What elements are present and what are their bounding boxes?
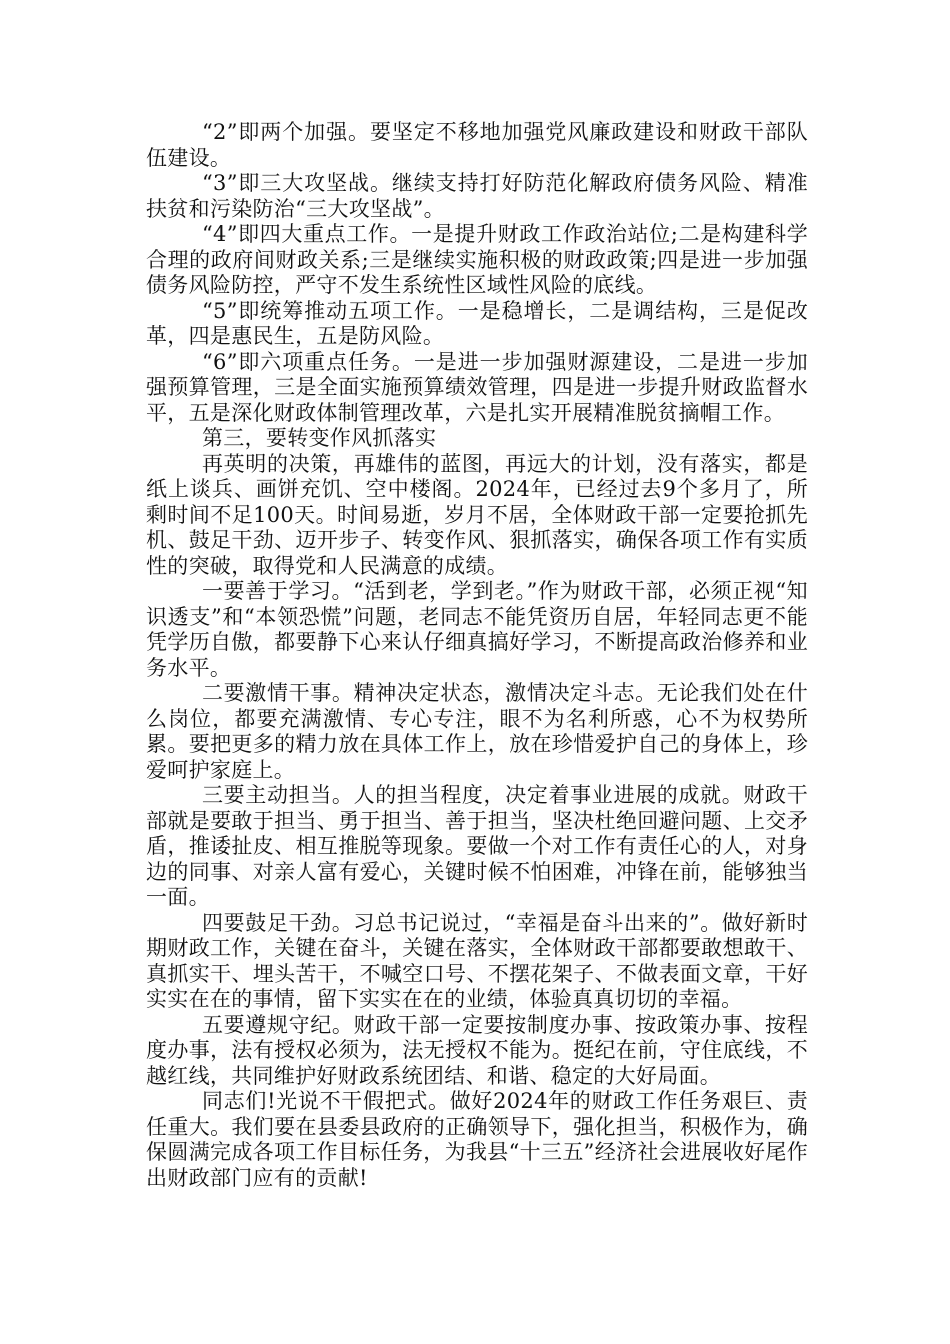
paragraph-closing: 同志们!光说不干假把式。做好2024年的财政工作任务艰巨、责任重大。我们要在县委县政府的正确领导下，强化担当，积极作为，确保圆满完成各项工作目标任务，为我县“十三五”经济社会进展收好尾作出财政部门应有的贡献! [146,1089,808,1190]
section-heading-third: 第三，要转变作风抓落实 [202,426,437,450]
paragraph-two-strengthens: “2”即两个加强。要坚定不移地加强党风廉政建设和财政干部队伍建设。 [146,120,808,170]
paragraph-six-tasks: “6”即六项重点任务。一是进一步加强财源建设，二是进一步加强预算管理，三是全面实施预算绩效管理，四是进一步提升财政监督水平，五是深化财政体制管理改革，六是扎实开展精准脱贫摘帽工作。 [146,349,808,425]
paragraph-learning: 一要善于学习。“活到老，学到老。”作为财政干部，必须正视“知识透支”和“本领恐慌”问题，老同志不能凭资历自居，年轻同志更不能凭学历自傲，都要静下心来认仔细真搞好学习，不断提高政治修养和业务水平。 [146,579,808,680]
paragraph-implementation-intro: 再英明的决策，再雄伟的蓝图，再远大的计划，没有落实，都是纸上谈兵、画饼充饥、空中楼阁。2024年，已经过去9个多月了，所剩时间不足100天。时间易逝，岁月不居，全体财政干部一定要抢抓先机、鼓足干劲、迈开步子、转变作风、狠抓落实，确保各项工作有实质性的突破，取得党和人民满意的成绩。 [146,451,808,578]
paragraph-five-works: “5”即统筹推动五项工作。一是稳增长，二是调结构，三是促改革，四是惠民生，五是防风险。 [146,298,808,348]
paragraph-discipline: 五要遵规守纪。财政干部一定要按制度办事、按政策办事、按程度办事，法有授权必须为，法无授权不能为。挺纪在前，守住底线，不越红线，共同维护好财政系统团结、和谐、稳定的大好局面。 [146,1012,808,1088]
document-body [146,120,808,1191]
paragraph-three-battles: “3”即三大攻坚战。继续支持打好防范化解政府债务风险、精准扶贫和污染防治“三大攻坚战”。 [146,171,808,221]
paragraph-effort: 四要鼓足干劲。习总书记说过，“幸福是奋斗出来的”。做好新时期财政工作，关键在奋斗，关键在落实，全体财政干部都要敢想敢干、真抓实干、埋头苦干，不喊空口号、不摆花架子、不做表面文章，干好实实在在的事情，留下实实在在的业绩，体验真真切切的幸福。 [146,910,808,1011]
paragraph-four-key-works: “4”即四大重点工作。一是提升财政工作政治站位;二是构建科学合理的政府间财政关系;三是继续实施积极的财政政策;四是进一步加强债务风险防控，严守不发生系统性区域性风险的底线。 [146,222,808,297]
paragraph-responsibility: 三要主动担当。人的担当程度，决定着事业进展的成就。财政干部就是要敢于担当、勇于担当、善于担当，坚决杜绝回避问题、上交矛盾，推诿扯皮、相互推脱等现象。要做一个对工作有责任心的人，对身边的同事、对亲人富有爱心，关键时候不怕困难，冲锋在前，能够独当一面。 [146,783,808,909]
paragraph-passion: 二要激情干事。精神决定状态，激情决定斗志。无论我们处在什么岗位，都要充满激情、专心专注，眼不为名利所惑，心不为权势所累。要把更多的精力放在具体工作上，放在珍惜爱护自己的身体上，珍爱呵护家庭上。 [146,681,808,782]
